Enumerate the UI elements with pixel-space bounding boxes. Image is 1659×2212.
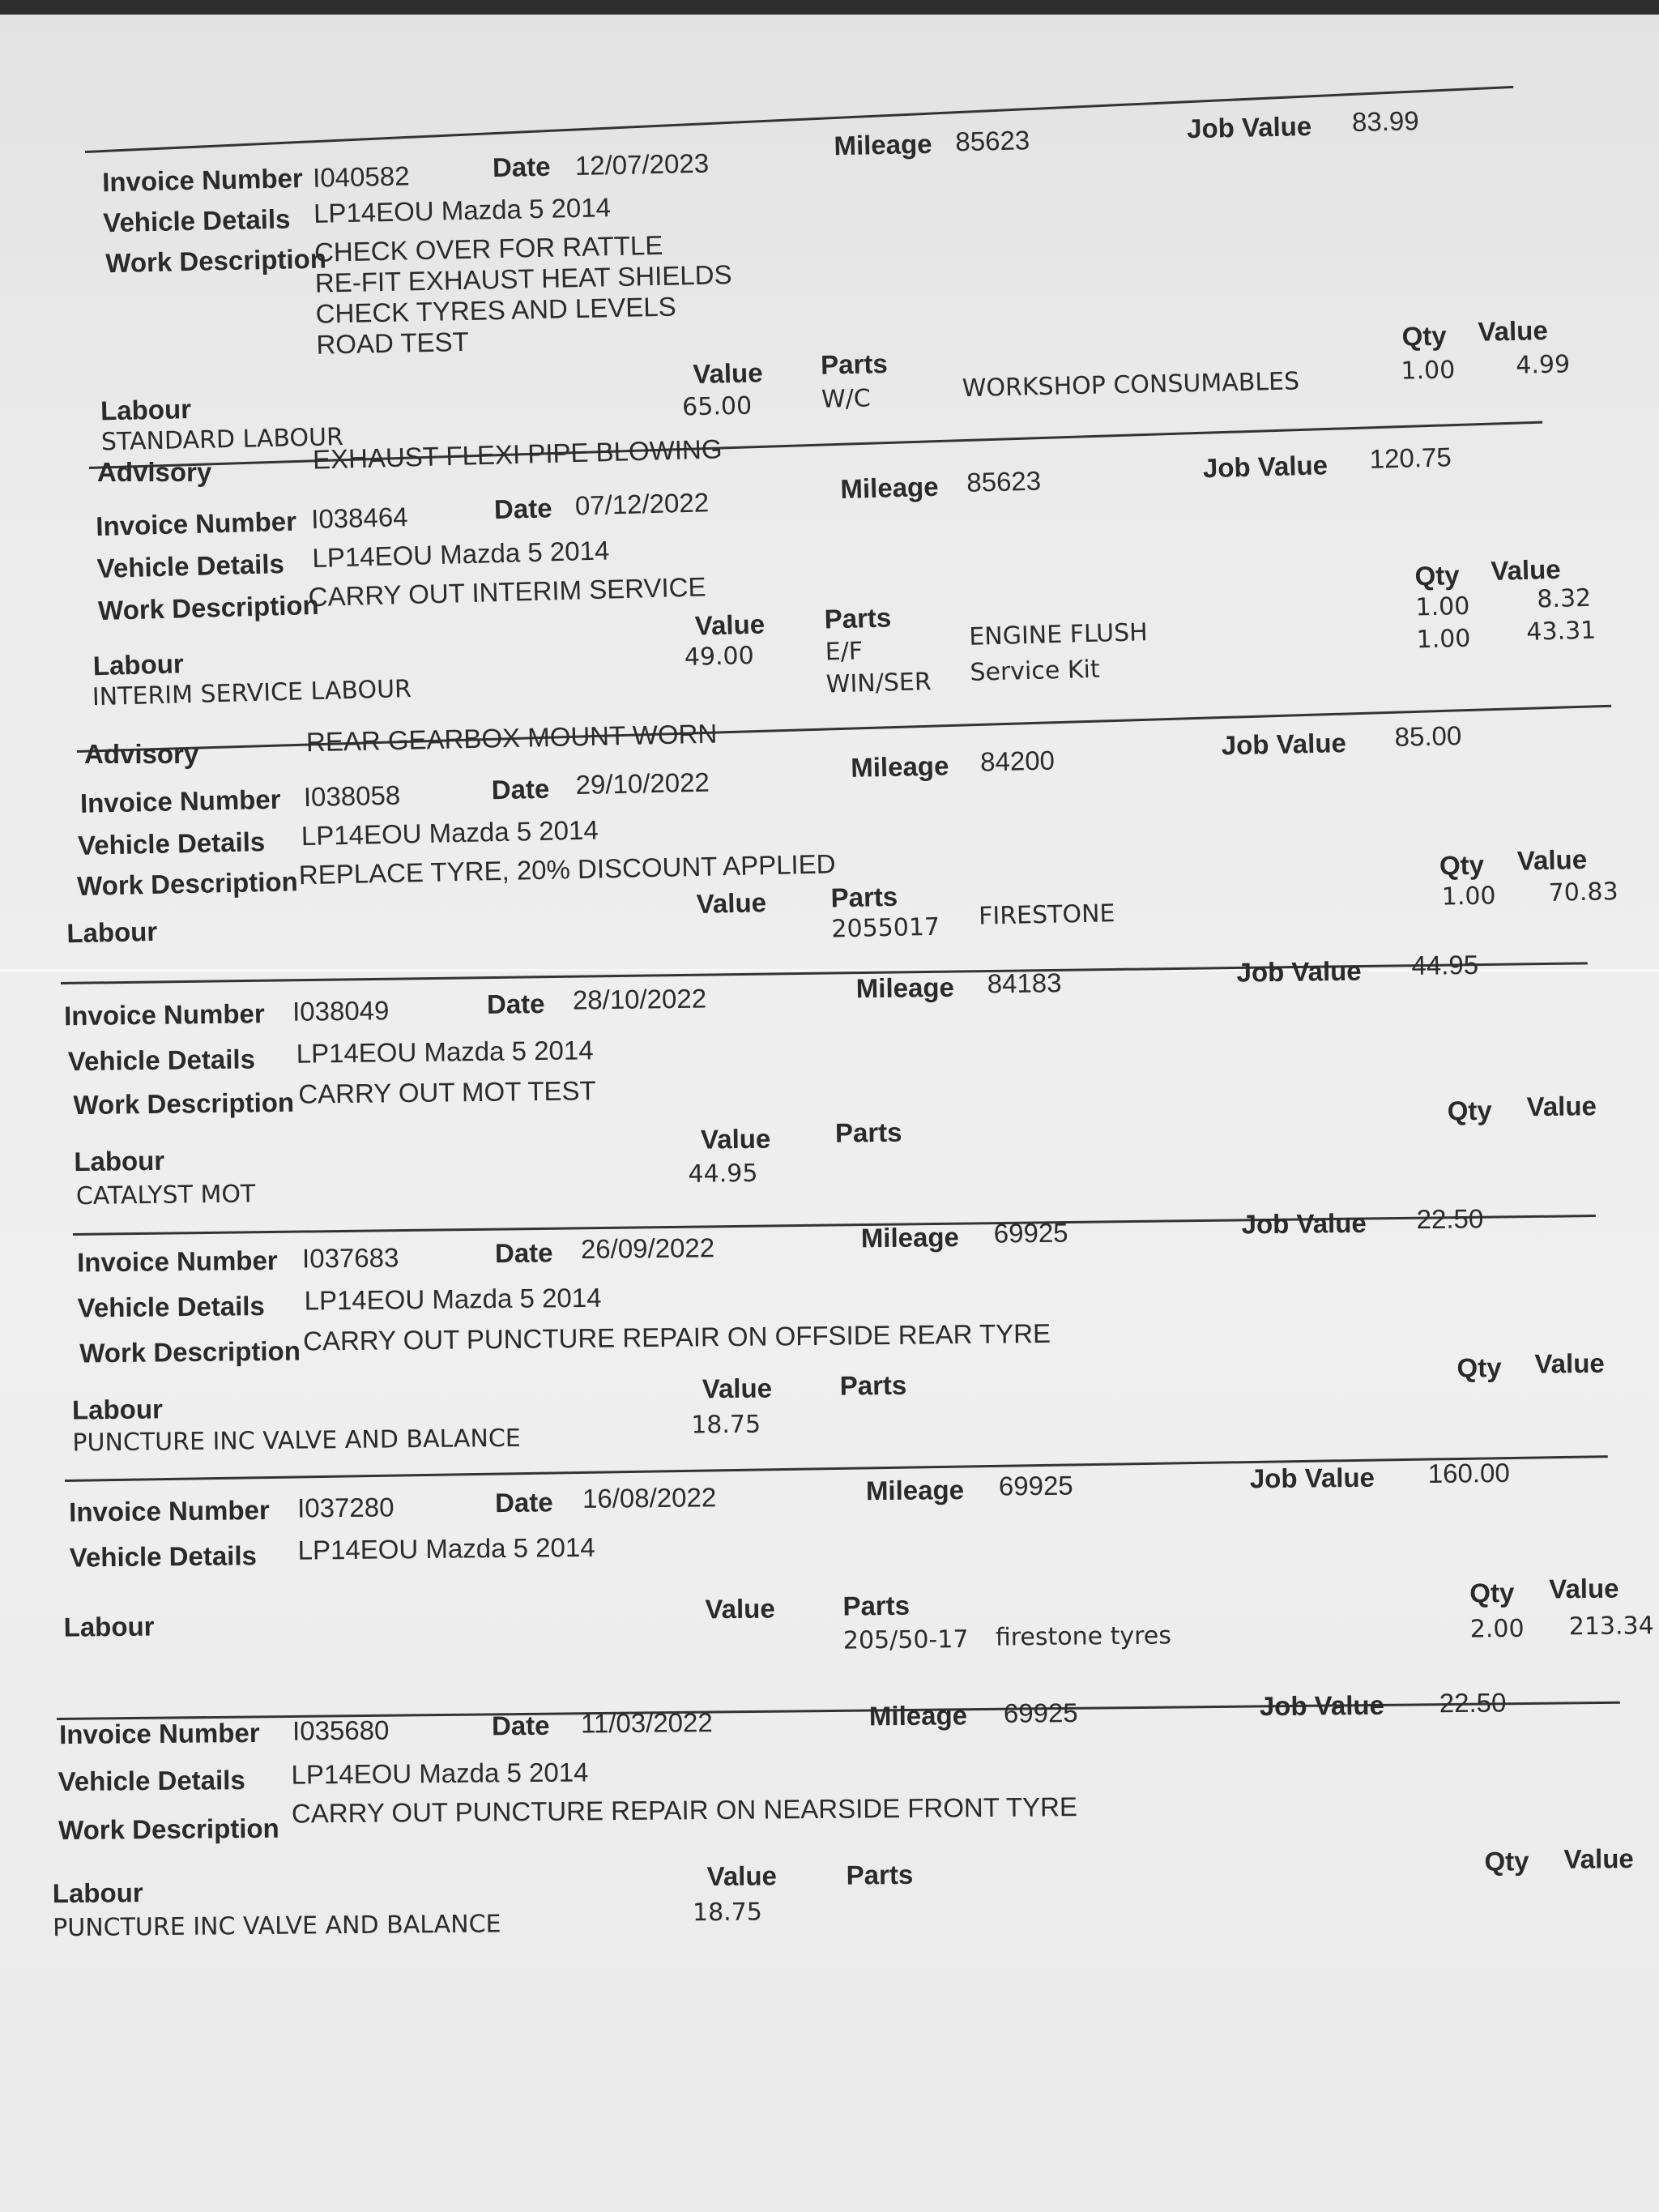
part-value: 43.31 [1525, 616, 1597, 647]
job-value-label: Job Value [1236, 955, 1362, 988]
vehicle-details: LP14EOU Mazda 5 2014 [291, 1757, 589, 1790]
part-qty: 2.00 [1469, 1614, 1525, 1644]
part-code: W/C [821, 384, 872, 414]
job-value: 22.50 [1439, 1687, 1507, 1719]
job-value: 22.50 [1416, 1203, 1484, 1235]
job-value: 44.95 [1411, 949, 1479, 980]
mileage-label: Mileage [850, 750, 949, 783]
value-label: Value [1526, 1091, 1597, 1122]
work-description-label: Work Description [58, 1813, 279, 1846]
invoice-number: I037280 [296, 1492, 394, 1523]
value-label: Value [1549, 1573, 1619, 1604]
labour-label: Labour [66, 916, 158, 949]
advisory-text: REAR GEARBOX MOUNT WORN [305, 718, 718, 758]
parts-label: Parts [824, 602, 892, 634]
separator-line [73, 1215, 1596, 1236]
work-description-label: Work Description [104, 243, 327, 279]
vehicle-details: LP14EOU Mazda 5 2014 [301, 814, 599, 852]
work-description-label: Work Description [76, 866, 299, 901]
vehicle-details: LP14EOU Mazda 5 2014 [296, 1035, 594, 1069]
labour-value-label: Value [705, 1593, 775, 1625]
job-value-label: Job Value [1259, 1689, 1385, 1722]
invoice-date: 26/09/2022 [580, 1232, 715, 1264]
vehicle-details-label: Vehicle Details [77, 826, 266, 860]
parts-label: Parts [842, 1590, 911, 1621]
mileage-value: 69925 [998, 1470, 1073, 1501]
qty-label: Qty [1414, 560, 1461, 591]
labour-value-label: Value [702, 1373, 773, 1404]
labour-description: PUNCTURE INC VALVE AND BALANCE [72, 1424, 521, 1458]
invoice-date: 29/10/2022 [575, 767, 710, 801]
qty-label: Qty [1456, 1352, 1502, 1383]
labour-label: Labour [52, 1877, 143, 1909]
part-value: 70.83 [1548, 878, 1618, 907]
job-value: 160.00 [1427, 1457, 1510, 1489]
invoice-number: I035680 [292, 1715, 390, 1746]
job-value: 85.00 [1394, 720, 1462, 752]
invoice-number-label: Invoice Number [58, 1717, 260, 1750]
mileage-value: 85623 [966, 465, 1042, 497]
part-value: 8.32 [1536, 583, 1592, 614]
work-line: ROAD TEST [316, 326, 470, 360]
mileage-label: Mileage [840, 471, 939, 504]
vehicle-details-label: Vehicle Details [69, 1540, 258, 1573]
advisory-text: EXHAUST FLEXI PIPE BLOWING [312, 433, 723, 475]
value-label: Value [1516, 843, 1588, 876]
qty-label: Qty [1439, 849, 1485, 881]
labour-value-label: Value [694, 609, 766, 641]
parts-label: Parts [820, 348, 889, 380]
date-label: Date [494, 1487, 553, 1518]
value-label: Value [1478, 314, 1549, 347]
work-description: CARRY OUT INTERIM SERVICE [308, 571, 706, 613]
job-value: 120.75 [1369, 442, 1452, 474]
work-description [314, 228, 734, 361]
invoice-number-label: Invoice Number [63, 998, 265, 1031]
vehicle-details: LP14EOU Mazda 5 2014 [313, 192, 612, 228]
labour-label: Labour [71, 1394, 164, 1425]
work-description: CARRY OUT PUNCTURE REPAIR ON NEARSIDE FRONT TYRE [291, 1791, 1078, 1829]
job-value-label: Job Value [1249, 1462, 1375, 1494]
labour-value-label: Value [700, 1123, 771, 1155]
part-description: FIRESTONE [978, 899, 1115, 931]
invoice-date: 11/03/2022 [580, 1707, 713, 1739]
qty-label: Qty [1484, 1846, 1529, 1877]
invoice-number-label: Invoice Number [68, 1494, 270, 1527]
invoice-number: I038464 [310, 501, 408, 535]
vehicle-details-label: Vehicle Details [58, 1765, 245, 1797]
job-value-label: Job Value [1202, 450, 1328, 484]
invoice-date: 12/07/2023 [574, 147, 710, 181]
qty-label: Qty [1447, 1095, 1492, 1126]
parts-label: Parts [839, 1369, 907, 1401]
parts-label: Parts [846, 1859, 914, 1890]
labour-value: 44.95 [688, 1159, 758, 1189]
part-description: ENGINE FLUSH [968, 618, 1149, 651]
mileage-label: Mileage [860, 1222, 960, 1253]
part-code: 2055017 [831, 912, 940, 944]
vehicle-details-label: Vehicle Details [77, 1291, 265, 1323]
labour-label: Labour [92, 648, 185, 681]
invoice-date: 07/12/2022 [574, 487, 710, 521]
invoice-number: I038058 [303, 779, 401, 813]
parts-label: Parts [834, 1117, 902, 1148]
parts-label: Parts [830, 881, 898, 913]
labour-value: 65.00 [681, 391, 753, 422]
work-description-label: Work Description [97, 589, 320, 626]
job-value-label: Job Value [1241, 1207, 1367, 1240]
labour-label: Labour [74, 1145, 165, 1177]
work-line: CHECK OVER FOR RATTLE [313, 229, 663, 267]
job-value-label: Job Value [1221, 728, 1347, 761]
date-label: Date [493, 493, 552, 525]
mileage-value: 84200 [979, 745, 1056, 777]
value-label: Value [1563, 1843, 1634, 1874]
invoice-number: I038049 [292, 995, 390, 1027]
part-qty: 1.00 [1415, 591, 1470, 622]
date-label: Date [491, 1710, 550, 1741]
vehicle-details-label: Vehicle Details [67, 1044, 256, 1077]
vehicle-details: LP14EOU Mazda 5 2014 [312, 535, 610, 574]
part-code: E/F [825, 637, 864, 667]
mileage-label: Mileage [868, 1700, 968, 1732]
mileage-value: 69925 [993, 1217, 1068, 1249]
work-description: CARRY OUT PUNCTURE REPAIR ON OFFSIDE REAR TYRE [302, 1317, 1051, 1356]
advisory-label: Advisory [97, 457, 212, 487]
labour-value-label: Value [696, 887, 767, 919]
date-label: Date [492, 151, 551, 183]
work-description: CARRY OUT MOT TEST [298, 1075, 596, 1109]
part-value: 4.99 [1515, 350, 1571, 380]
qty-label: Qty [1401, 320, 1447, 352]
job-value: 83.99 [1351, 105, 1419, 137]
work-line: RE-FIT EXHAUST HEAT SHIELDS [314, 259, 732, 298]
invoice-date: 28/10/2022 [572, 983, 707, 1015]
work-description-label: Work Description [73, 1087, 295, 1121]
labour-label: Labour [100, 394, 192, 426]
part-qty: 1.00 [1441, 882, 1496, 912]
labour-description: INTERIM SERVICE LABOUR [92, 674, 412, 712]
invoice-number-label: Invoice Number [101, 163, 304, 198]
labour-label: Labour [63, 1611, 155, 1642]
labour-description: CATALYST MOT [75, 1180, 256, 1211]
value-label: Value [1490, 553, 1562, 586]
mileage-value: 85623 [955, 125, 1030, 157]
labour-value: 49.00 [684, 641, 755, 673]
labour-value: 18.75 [691, 1410, 761, 1440]
invoice-number: I037683 [301, 1242, 399, 1274]
separator-line [65, 1455, 1608, 1482]
part-description: Service Kit [970, 655, 1101, 687]
invoice-date: 16/08/2022 [582, 1482, 717, 1514]
date-label: Date [486, 988, 545, 1019]
part-code: 205/50-17 [842, 1625, 969, 1655]
job-value-label: Job Value [1186, 111, 1312, 144]
part-qty: 1.00 [1401, 356, 1456, 386]
part-qty: 1.00 [1416, 624, 1471, 655]
invoice-number: I040582 [312, 160, 410, 193]
advisory-label: Advisory [84, 739, 199, 769]
value-label: Value [1534, 1347, 1605, 1379]
date-label: Date [491, 773, 550, 805]
part-description: firestone tyres [995, 1621, 1172, 1652]
mileage-label: Mileage [855, 971, 955, 1004]
vehicle-details-label: Vehicle Details [102, 203, 291, 238]
mileage-label: Mileage [834, 128, 932, 161]
invoice-number-label: Invoice Number [76, 1245, 278, 1278]
part-value: 213.34 [1568, 1612, 1654, 1642]
work-description: REPLACE TYRE, 20% DISCOUNT APPLIED [298, 848, 836, 890]
vehicle-details: LP14EOU Mazda 5 2014 [297, 1531, 595, 1565]
vehicle-details-label: Vehicle Details [96, 548, 285, 584]
vehicle-details: LP14EOU Mazda 5 2014 [304, 1282, 602, 1316]
part-code: WIN/SER [825, 668, 932, 699]
work-description-label: Work Description [79, 1335, 301, 1369]
mileage-label: Mileage [865, 1475, 965, 1506]
invoice-number-label: Invoice Number [95, 506, 297, 542]
paper-fold [0, 969, 1659, 971]
labour-value: 18.75 [692, 1898, 763, 1928]
mileage-value: 84183 [987, 967, 1062, 999]
separator-line [57, 1702, 1620, 1720]
work-line: CHECK TYRES AND LEVELS [315, 291, 677, 329]
labour-value-label: Value [692, 357, 763, 390]
qty-label: Qty [1469, 1577, 1515, 1608]
labour-description: PUNCTURE INC VALVE AND BALANCE [53, 1910, 501, 1943]
invoice-number-label: Invoice Number [79, 784, 281, 818]
labour-description: STANDARD LABOUR [100, 423, 344, 457]
labour-value-label: Value [706, 1860, 778, 1892]
mileage-value: 69925 [1003, 1697, 1078, 1728]
date-label: Date [494, 1237, 553, 1269]
part-description: WORKSHOP CONSUMABLES [962, 367, 1300, 404]
